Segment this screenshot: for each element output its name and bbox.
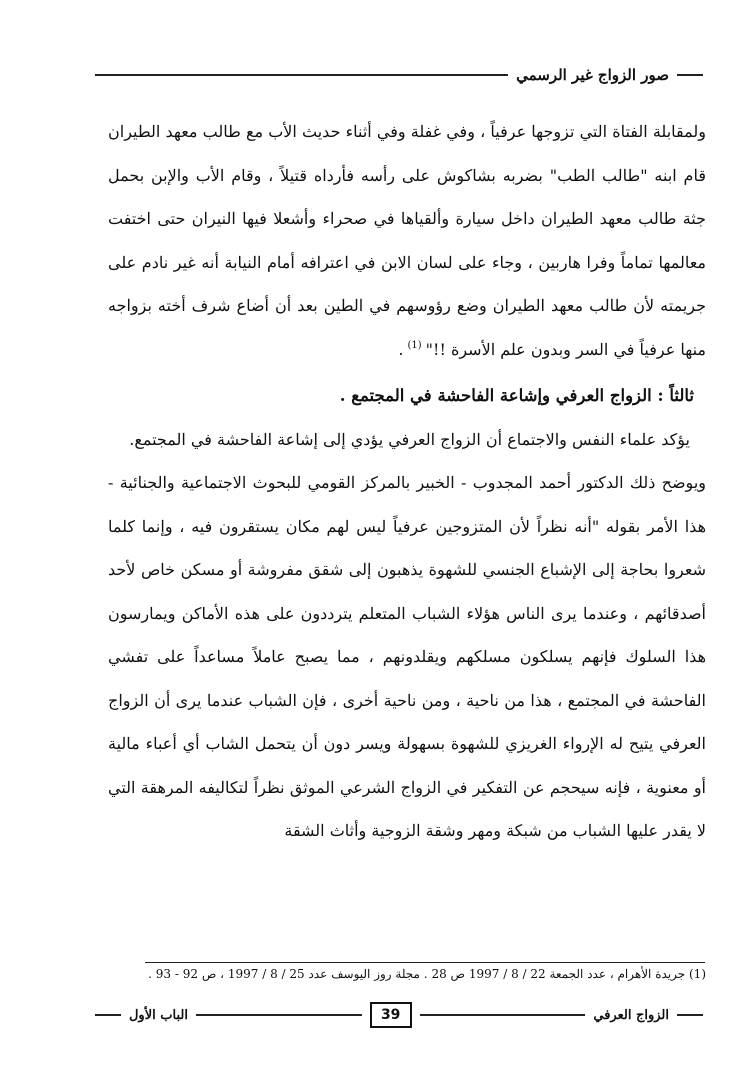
header-rule [95,74,508,76]
header-dash [677,74,703,76]
body-text [108,110,706,853]
footer-chapter: الباب الأول [128,1007,188,1023]
section-heading: ثالثاً : الزواج العرفي وإشاعة الفاحشة في المجتمع . [339,386,694,405]
paragraph-text: ولمقابلة الفتاة التي تزوجها عرفياً ، وفي غفلة وفي أثناء حديث الأب مع طالب معهد الطيران قام ابنه "طالب الطب" بضربه بشاكوش على رأسه فأرداه قتيلاً ، وقام الأب والإبن بحمل جثة طالب معهد الطيران داخل سيارة وألقياها في صحراء وأشعلا فيها النيران حتى اختفت معالمها تماماً وفرا هاربين ، وجاء على لسان الابن في اعترافه أمام النيابة أنه غير نادم على جريمته لأن طالب معهد الطيران وضع رؤوسهم في الطين بعد أن أضاع شرف أخته بزواجه منها عرفياً في السر وبدون علم الأسرة !!" [108,122,706,359]
footer-dash [677,1014,703,1016]
footer-dash [95,1014,121,1016]
paragraph-end: . [398,339,404,359]
footer-rule [196,1014,362,1016]
running-header [95,64,703,86]
paragraph-continued [108,110,706,374]
paragraph: يؤكد علماء النفس والاجتماع أن الزواج العرفي يؤدي إلى إشاعة الفاحشة في المجتمع. [129,429,690,449]
footer-book-title: الزواج العرفي [593,1007,669,1023]
footer-rule [420,1014,586,1016]
header-title: صور الزواج غير الرسمي [516,66,669,84]
footnote-reference: (1) [407,339,422,351]
running-footer [95,1000,703,1030]
footnote-divider [145,962,705,963]
page-number: 39 [370,1002,412,1028]
footnote: (1) جريدة الأهرام ، عدد الجمعة 22 / 8 / 1997 ص 28 . مجلة روز اليوسف عدد 25 / 8 / 1997 ، ص 92 - 93 . [148,967,706,981]
paragraph: ويوضح ذلك الدكتور أحمد المجدوب - الخبير بالمركز القومي للبحوث الاجتماعية والجنائية - هذا الأمر بقوله "أنه نظراً لأن المتزوجين عرفياً ليس لهم مكان يستقرون فيه ، وإنما كلما شعروا بحاجة إلى الإشباع الجنسي للشهوة يذهبون إلى شقق مفروشة أو مسكن خاص لأحد أصدقائهم ، وعندما يرى الناس هؤلاء الشباب المتعلم يترددون على هذه الأماكن ويمارسون هذا السلوك فإنهم يسلكون مسلكهم ويقلدونهم ، مما يصبح عاملاً مساعداً على تفشي الفاحشة في المجتمع ، هذا من ناحية ، ومن ناحية أخرى ، فإن الشباب عندما يرى أن الزواج العرفي يتيح له الإرواء الغريزي للشهوة بسهولة ويسر دون أن يتحمل الشاب أي أعباء مالية أو معنوية ، فإنه سيحجم عن التفكير في الزواج الشرعي الموثق نظراً لتكاليفه المرهقة التي لا يقدر عليها الشباب من شبكة ومهر وشقة الزوجية وأثاث الشقة [108,473,707,840]
